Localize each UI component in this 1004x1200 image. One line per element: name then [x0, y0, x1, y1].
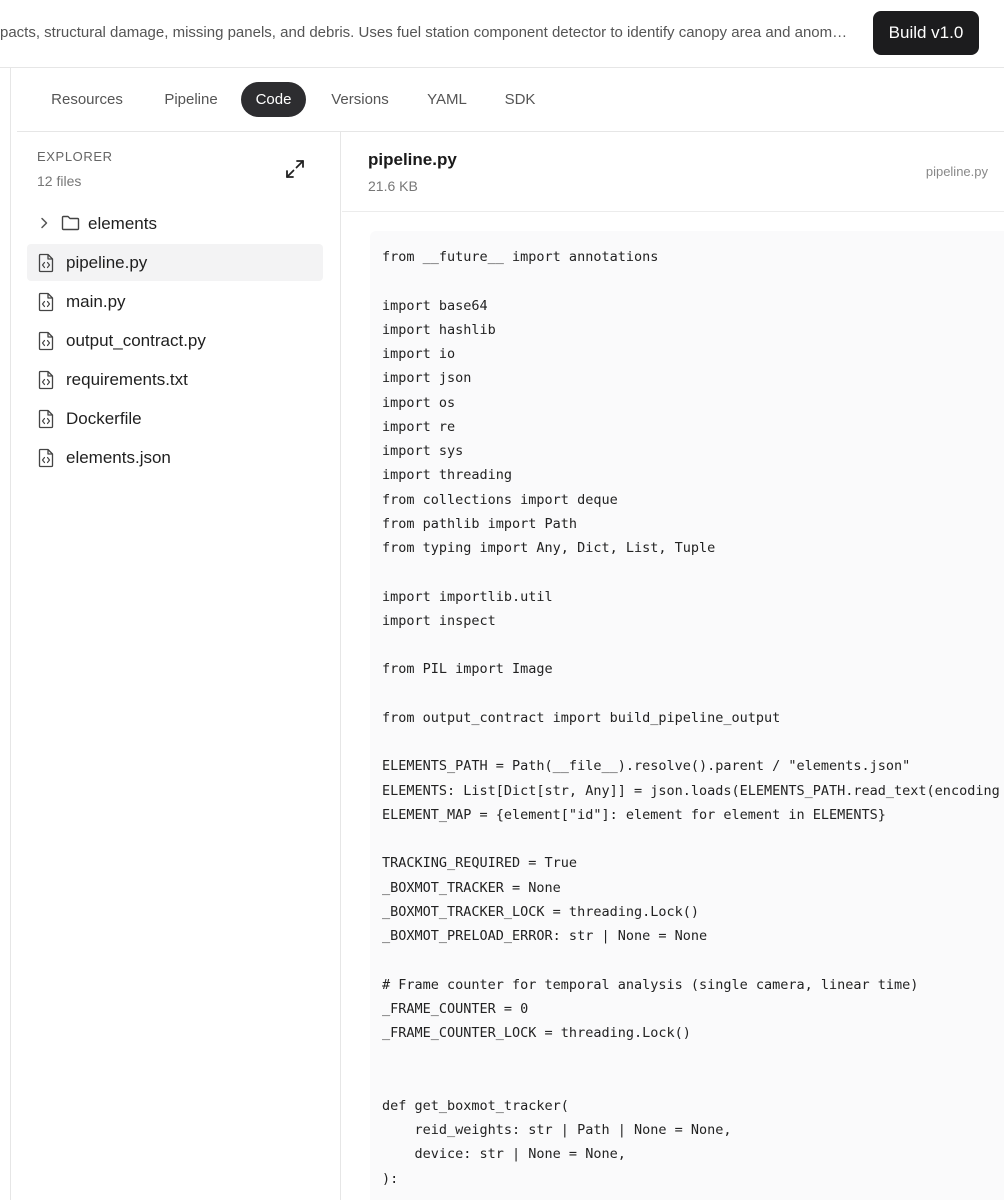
code-line: from pathlib import Path	[382, 515, 578, 532]
tree-item-main-py[interactable]	[27, 283, 323, 320]
code-line: from PIL import Image	[382, 661, 553, 678]
code-file-icon	[37, 292, 55, 312]
code-line: ):	[382, 1170, 399, 1187]
file-path: pipeline.py	[925, 164, 988, 179]
code-line: import re	[382, 418, 456, 435]
code-line: import importlib.util	[382, 588, 553, 605]
file-tree	[27, 205, 323, 478]
code-line: _BOXMOT_TRACKER = None	[382, 879, 561, 896]
tree-item-label: requirements.txt	[66, 370, 188, 389]
file-explorer	[17, 132, 341, 1200]
code-line	[382, 827, 1000, 851]
code-line: import io	[382, 346, 456, 362]
code-line	[382, 560, 1000, 584]
file-size: 21.6 KB	[368, 178, 418, 194]
top-bar	[0, 0, 1004, 68]
code-line: _FRAME_COUNTER = 0	[382, 1000, 529, 1017]
code-viewer[interactable]	[370, 231, 1004, 1200]
tab-resources[interactable]: Resources	[51, 91, 123, 108]
tree-item-label: pipeline.py	[66, 253, 148, 272]
chevron-right-icon[interactable]	[39, 217, 49, 229]
tree-item-requirements-txt[interactable]	[27, 361, 323, 398]
code-file-icon	[37, 409, 55, 429]
code-file-icon	[37, 331, 55, 351]
code-line: from __future__ import annotations	[382, 249, 659, 265]
code-file-icon	[37, 448, 55, 468]
code-line	[382, 1070, 1000, 1094]
tree-item-elements-folder[interactable]	[27, 205, 323, 242]
file-header	[342, 132, 1004, 212]
code-line: ELEMENTS: List[Dict[str, Any]] = json.loads(ELEMENTS_PATH.read_text(encoding	[382, 782, 1000, 799]
tree-item-dockerfile[interactable]	[27, 400, 323, 437]
code-line: _FRAME_COUNTER_LOCK = threading.Lock()	[382, 1025, 691, 1041]
tab-code[interactable]: Code	[241, 82, 306, 117]
code-file-icon	[37, 370, 55, 390]
code-line	[382, 682, 1000, 706]
code-line: import hashlib	[382, 321, 496, 338]
tree-item-label: Dockerfile	[66, 409, 142, 428]
code-line: # Frame counter for temporal analysis (single camera, linear time)	[382, 976, 919, 993]
code-line: import os	[382, 394, 456, 411]
code-line: TRACKING_REQUIRED = True	[382, 855, 578, 872]
code-line: ELEMENT_MAP = {element["id"]: element for element in ELEMENTS}	[382, 806, 886, 823]
code-line	[382, 948, 1000, 972]
code-line: device: str | None = None,	[382, 1146, 626, 1163]
code-line: _BOXMOT_PRELOAD_ERROR: str | None = None	[382, 928, 708, 944]
explorer-title: EXPLORER	[37, 149, 113, 164]
expand-icon[interactable]	[284, 158, 306, 180]
tab-yaml[interactable]: YAML	[427, 91, 467, 108]
code-line: import json	[382, 370, 472, 387]
code-line: import sys	[382, 443, 464, 459]
pipeline-description: pacts, structural damage, missing panels, and debris. Uses fuel station component detector to identify canopy area and anom…	[0, 24, 848, 41]
code-line: from output_contract import build_pipeline_output	[382, 709, 781, 726]
code-line	[382, 1045, 1000, 1069]
code-content	[382, 245, 1000, 1191]
code-line	[382, 730, 1000, 754]
code-line	[382, 633, 1000, 657]
code-file-icon	[37, 253, 55, 273]
code-line: import base64	[382, 297, 488, 314]
tree-item-pipeline-py[interactable]	[27, 244, 323, 281]
tab-sdk[interactable]: SDK	[504, 91, 536, 108]
tree-item-label: elements.json	[66, 448, 171, 467]
code-line: import inspect	[382, 612, 496, 629]
explorer-file-count: 12 files	[37, 173, 82, 189]
code-line: reid_weights: str | Path | None = None,	[382, 1122, 732, 1138]
tree-item-label: main.py	[66, 292, 126, 311]
code-line: from typing import Any, Dict, List, Tuple	[382, 540, 716, 556]
build-button[interactable]: Build v1.0	[873, 11, 979, 55]
file-name: pipeline.py	[368, 150, 457, 169]
code-line: ELEMENTS_PATH = Path(__file__).resolve().parent / "elements.json"	[382, 758, 911, 775]
code-line: import threading	[382, 467, 513, 484]
code-line: _BOXMOT_TRACKER_LOCK = threading.Lock()	[382, 903, 699, 920]
tab-bar	[17, 68, 1004, 132]
tree-item-elements-json[interactable]	[27, 439, 323, 476]
tree-item-label: output_contract.py	[66, 331, 206, 350]
tab-pipeline[interactable]: Pipeline	[164, 91, 218, 108]
code-line: from collections import deque	[382, 491, 618, 508]
tree-item-label: elements	[88, 214, 157, 233]
tree-item-output-contract-py[interactable]	[27, 322, 323, 359]
code-line	[382, 269, 1000, 293]
tab-versions[interactable]: Versions	[331, 91, 389, 108]
left-rail	[0, 68, 11, 1200]
folder-icon	[61, 215, 80, 231]
code-line: def get_boxmot_tracker(	[382, 1097, 569, 1114]
